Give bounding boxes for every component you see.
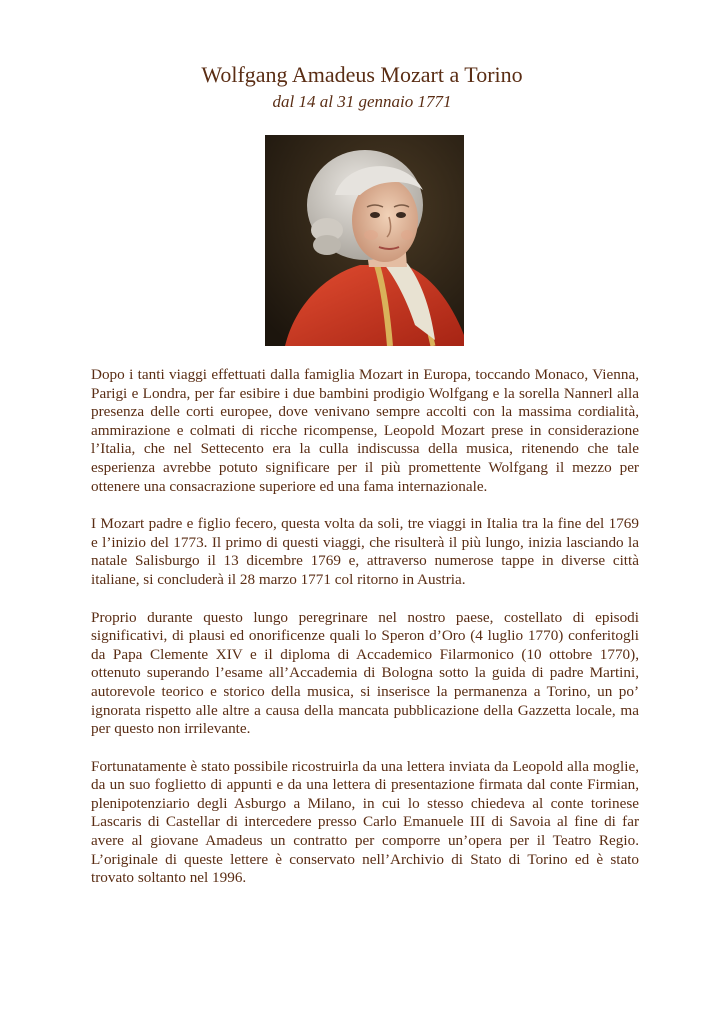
paragraph: Dopo i tanti viaggi effettuati dalla famiglia Mozart in Europa, toccando Monaco, Vienna, Parigi e Londra, per far esibire i due bambini prodigio Wolfgang e la sorella Nannerl alla presenza delle corti europee, dove venivano sempre accolti con la massima cordialità, ammirazione e colmati di ricche ricompense, Leopold Mozart prese in considerazione l’Italia, che nel Settecento era la culla indiscussa della musica, ritenendo che tale esperienza avrebbe potuto significare per il più promettente Wolfgang il mezzo per ottenere una consacrazione superiore ed una fama internazionale. [91,366,639,495]
paragraph: I Mozart padre e figlio fecero, questa volta da soli, tre viaggi in Italia tra la fine del 1769 e l’inizio del 1773. Il primo di questi viaggi, che risulterà il più lungo, inizia lasciando la natale Salisburgo il 13 dicembre 1769 e, attraverso numerose tappe in diverse città italiane, si concluderà il 28 marzo 1771 col ritorno in Austria. [91,515,639,588]
paragraph: Fortunatamente è stato possibile ricostruirla da una lettera inviata da Leopold alla moglie, da un suo foglietto di appunti e da una lettera di presentazione firmata dal conte Firmian, plenipotenziario degli Asburgo a Milano, in cui lo stesso chiedeva al conte torinese Lascaris di Castellar di intercedere presso Carlo Emanuele III di Savoia al fine di far avere al giovane Amadeus un contratto per comporre un’opera per il Teatro Regio. L’originale di queste lettere è conservato nell’Archivio di Stato di Torino ed è stato trovato soltanto nel 1996. [91,757,639,887]
page-subtitle: dal 14 al 31 gennaio 1771 [272,92,452,111]
paragraph: Proprio durante questo lungo peregrinare nel nostro paese, costellato di episodi significativi, di plausi ed onorificenze quali lo Speron d’Oro (4 luglio 1770) conferitogli da Papa Clemente XIV e il diploma di Accademico Filarmonico (10 ottobre 1770), ottenuto superando l’esame all’Accademia di Bologna sotto la guida di padre Martini, autorevole teorico e storico della musica, si inserisce la permanenza a Torino, un po’ ignorata rispetto alle altre a causa della mancata pubblicazione della Gazzetta locale, ma per questo non irrilevante. [91,608,640,738]
article-body [91,366,639,907]
page-title: Wolfgang Amadeus Mozart a Torino [201,62,523,87]
mozart-portrait-image [265,135,464,346]
